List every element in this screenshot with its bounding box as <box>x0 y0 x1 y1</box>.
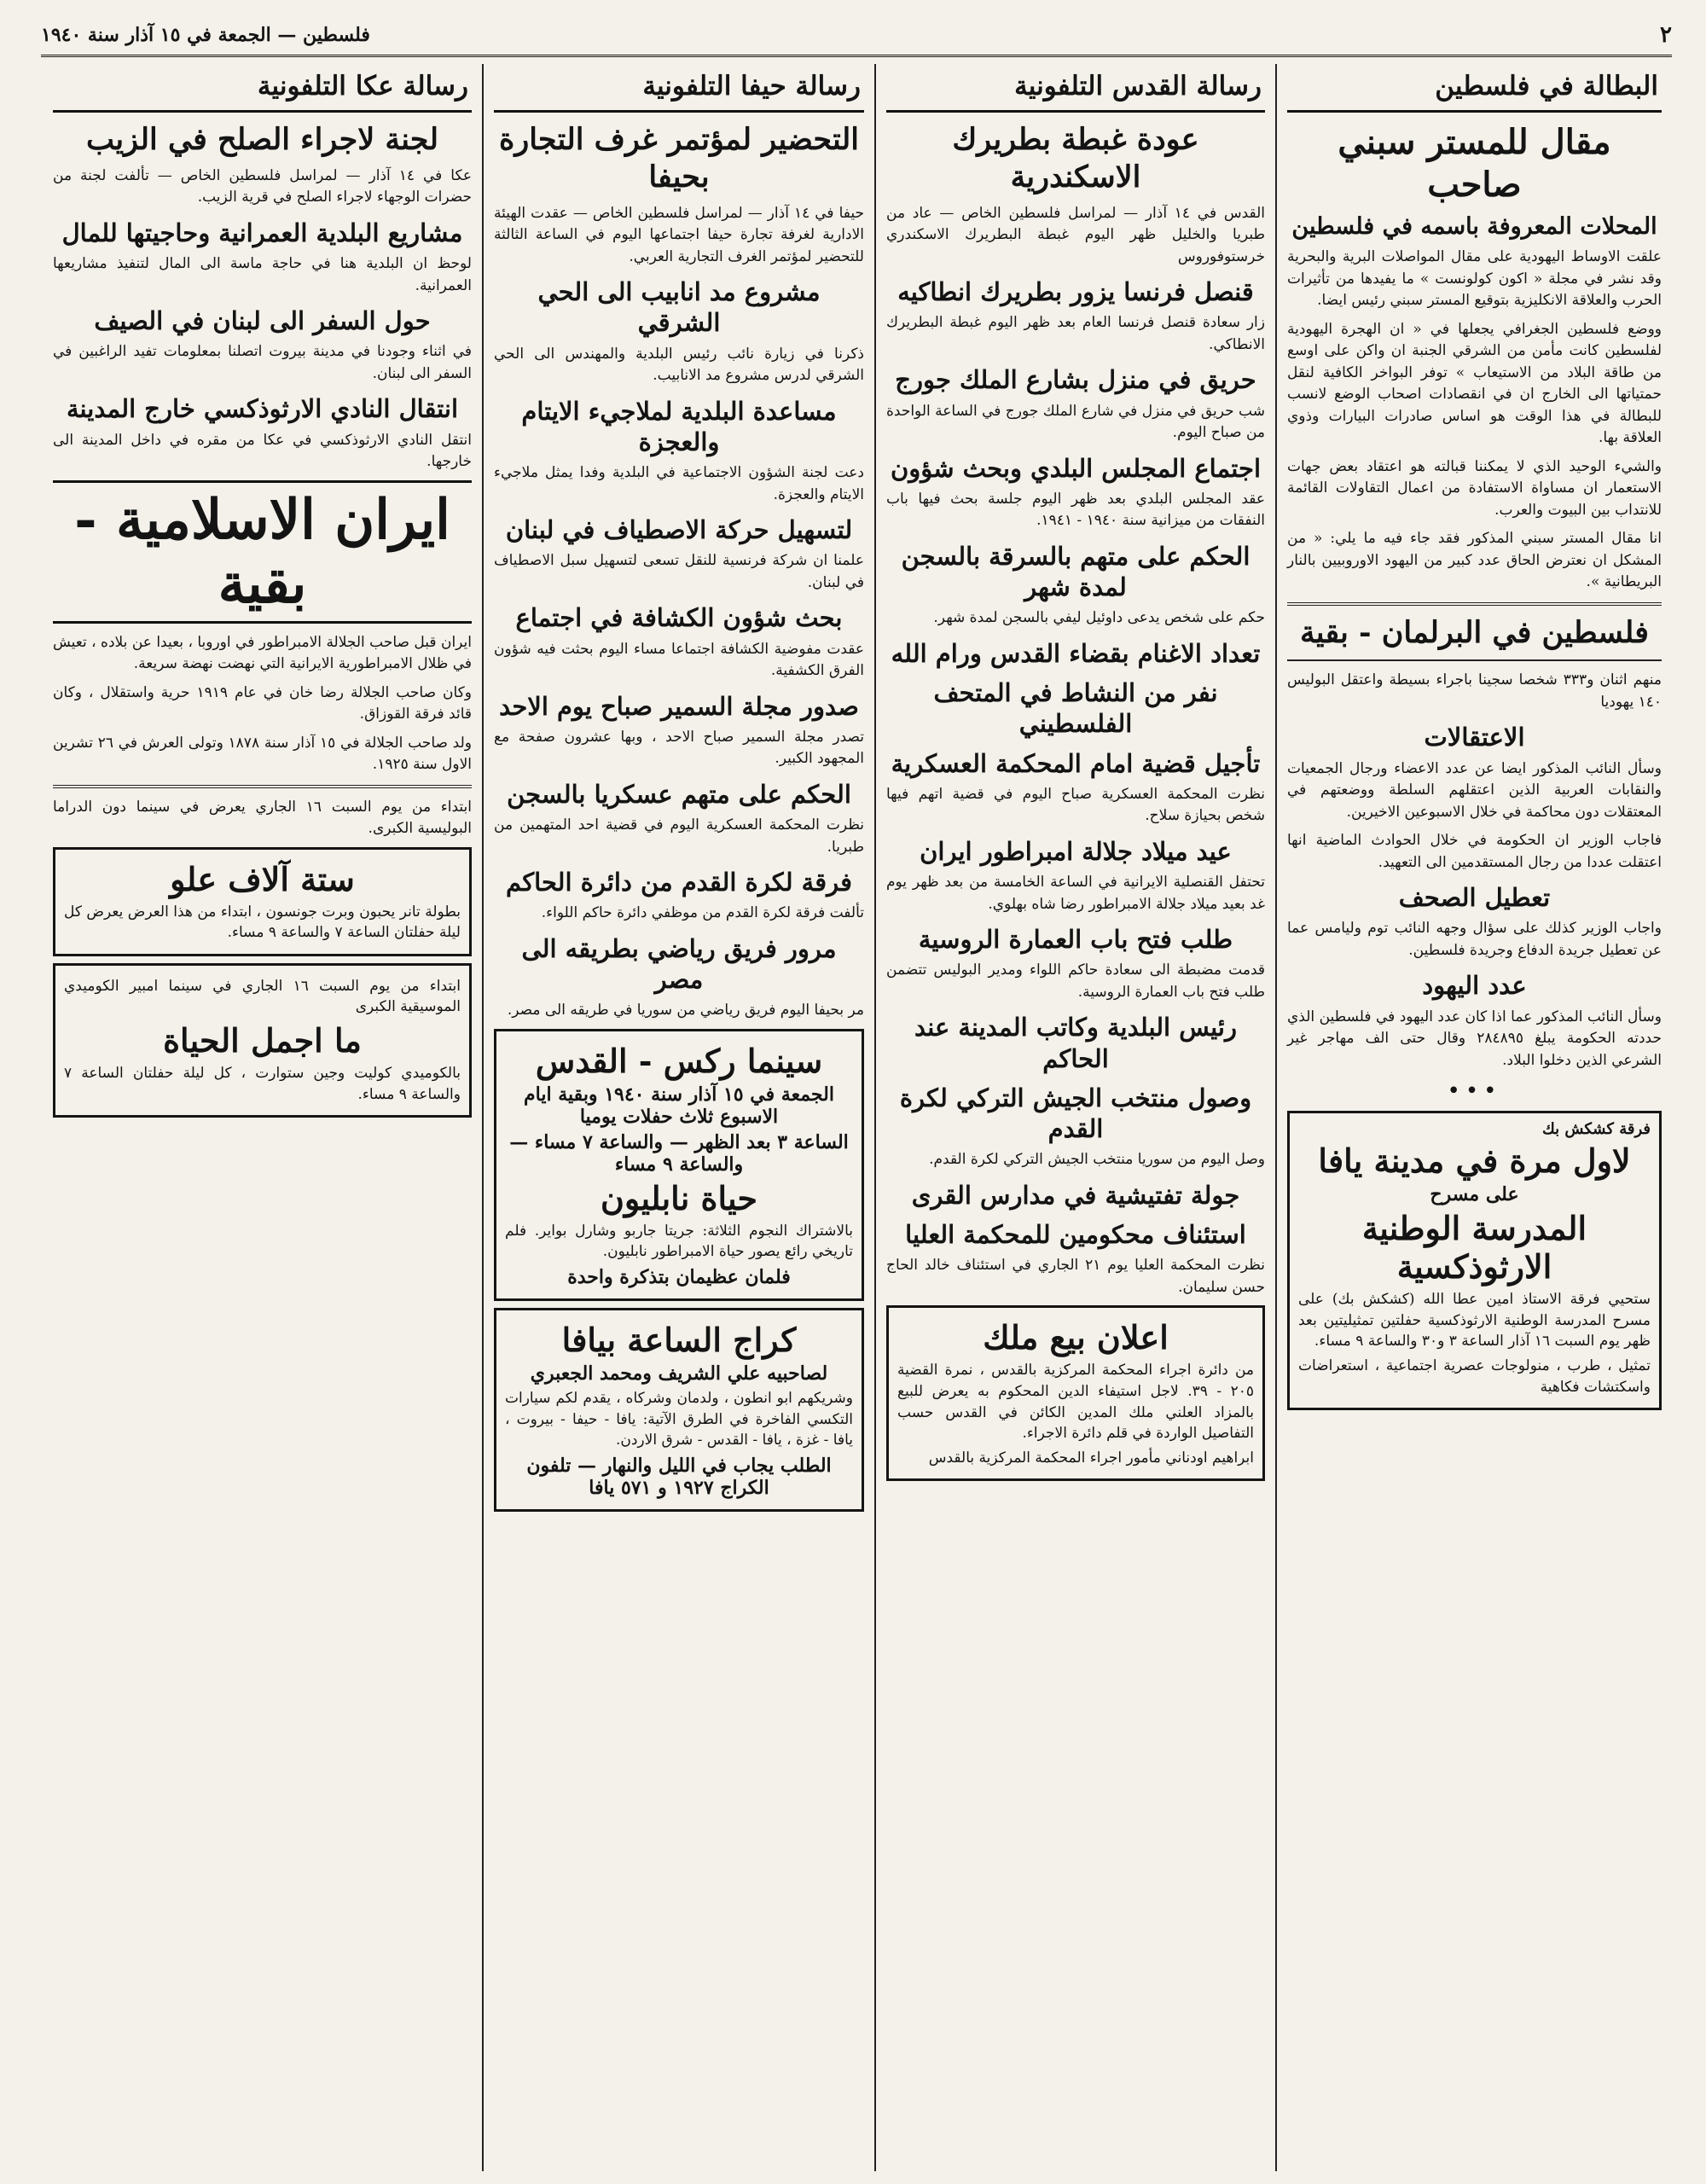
subhead: عدد اليهود <box>1422 971 1527 1001</box>
subhead: الحكم على متهم عسكريا بالسجن <box>507 779 851 809</box>
subhead: حول السفر الى لبنان في الصيف <box>94 306 431 335</box>
article-paragraph: القدس في ١٤ آذار — لمراسل فلسطين الخاص — عاد من طبريا والخليل ظهر اليوم غبطة البطريرك الاسكندري خرستوفوروس <box>886 204 1265 265</box>
article-paragraph: منهم اثنان و٣٣٣ شخصا سجينا باجراء بسيطة واعتقل البوليس ١٤٠ يهوديا <box>1287 671 1662 711</box>
ad-headline: اعلان بيع ملك <box>983 1318 1169 1357</box>
ad-line: على مسرح <box>1430 1183 1519 1205</box>
film-title: ما اجمل الحياة <box>163 1021 362 1060</box>
article-paragraph: نظرت المحكمة العسكرية اليوم في قضية احد المتهمين من طبريا. <box>494 816 864 856</box>
article-paragraph: لوحظ ان البلدية هنا في حاجة ماسة الى المال لتنفيذ مشاريعها العمرانية. <box>53 255 472 294</box>
headline: لجنة لاجراء الصلح في الزيب <box>85 122 439 157</box>
theatre-advertisement <box>1287 1111 1662 1410</box>
subhead: فرقة لكرة القدم من دائرة الحاكم <box>506 868 852 897</box>
ad-dates: الجمعة في ١٥ آذار سنة ١٩٤٠ وبقية ايام الاسبوع ثلاث حفلات يوميا <box>524 1083 834 1128</box>
subhead: رئيس البلدية وكاتب المدينة عند الحاكم <box>914 1013 1237 1073</box>
subhead: مساعدة البلدية لملاجيء الايتام والعجزة <box>521 396 837 456</box>
ad-times: الساعة ٣ بعد الظهر — والساعة ٧ مساء — والساعة ٩ مساء <box>509 1130 849 1176</box>
subhead: عيد ميلاد جلالة امبراطور ايران <box>920 836 1232 866</box>
ad-signature: ابراهيم اودناني مأمور اجراء المحكمة المركزية بالقدس <box>928 1449 1254 1467</box>
article-paragraph: شب حريق في منزل في شارع الملك جورج في الساعة الواحدة من صباح اليوم. <box>886 402 1265 441</box>
article-paragraph: واجاب الوزير كذلك على سؤال وجهه النائب توم وليامس عما عن تعطيل جريدة الدفاع وجريدة فلسطين. <box>1287 920 1662 959</box>
article-paragraph: ابتداء من يوم السبت ١٦ الجاري يعرض في سينما دون الدراما البوليسية الكبرى. <box>53 798 472 837</box>
article-paragraph: عكا في ١٤ آذار — لمراسل فلسطين الخاص — تألفت لجنة من حضرات الوجهاء لاجراء الصلح في قرية الزيب. <box>53 166 472 206</box>
section-title: رسالة عكا التلفونية <box>53 64 472 113</box>
ad-intro: ابتداء من يوم السبت ١٦ الجاري في سينما امبير الكوميدي الموسيقية الكبرى <box>64 977 461 1016</box>
ad-owners: لصاحبيه علي الشريف ومحمد الجعبري <box>530 1362 828 1385</box>
article-paragraph: انا مقال المستر سبني المذكور فقد جاء فيه ما يلي: « من المشكل ان نعترض الحاق عدد كبير من اليهود الاوروبيين بالنار البريطانية ». <box>1287 530 1662 590</box>
article-paragraph: تصدر مجلة السمير صباح الاحد ، وبها عشرون صفحة مع المجهود الكبير. <box>494 728 864 768</box>
cinema-advertisement <box>494 1029 864 1301</box>
film-title: ستة آلاف علو <box>170 859 355 898</box>
article-paragraph: في اثناء وجودنا في مدينة بيروت اتصلنا بمعلومات تفيد الراغبين في السفر الى لبنان. <box>53 343 472 382</box>
section-title: البطالة في فلسطين <box>1287 64 1662 113</box>
ad-headline: كراج الساعة بيافا <box>561 1321 797 1360</box>
article-paragraph: زار سعادة قنصل فرنسا العام بعد ظهر اليوم غبطة البطريرك الانطاكي. <box>886 314 1265 353</box>
subhead: نفر من النشاط في المتحف الفلسطيني <box>933 678 1218 739</box>
subhead: مرور فريق رياضي بطريقه الى مصر <box>521 933 837 994</box>
subhead: وصول منتخب الجيش التركي لكرة القدم <box>899 1083 1252 1143</box>
ad-text: ستحيي فرقة الاستاذ امين عطا الله (كشكش بك) على مسرح المدرسة الوطنية الارثوذكسية حفلتين تمثيليتين بعد ظهر يوم السبت ١٦ آذار الساعة ٣ و٣٠ والساعة ٩ مساء. <box>1298 1291 1651 1350</box>
article-paragraph: وسأل النائب المذكور عما اذا كان عدد اليهود في فلسطين الذي حددته الحكومة يبلغ ٢٨٤٨٩٥ وقال حتى الف مهاجر غير الشرعي الذين دخلوا البلاد. <box>1287 1008 1662 1069</box>
divider <box>1287 602 1662 606</box>
article-paragraph: والشيء الوحيد الذي لا يمكننا قبالته هو اعتقاد بعض جهات الاستعمار ان مساواة الاستفادة من اعمال التقاولات القائمة للانتداب بين البيوت والعرب. <box>1287 457 1662 519</box>
subhead: لتسهيل حركة الاصطياف في لبنان <box>505 515 853 544</box>
ad-text: وشريكهم ابو انطون ، ولدمان وشركاه ، يقدم لكم سيارات التكسي الفاخرة في الطرق الآتية: يافا - حيفا - بيروت ، يافا - غزة ، يافا - القدس - شرق الاردن. <box>505 1390 853 1449</box>
subhead: مشروع مد انابيب الى الحي الشرقي <box>537 277 821 338</box>
subhead: انتقال النادي الارثوذكسي خارج المدينة <box>66 394 459 424</box>
article-paragraph: وكان صاحب الجلالة رضا خان في عام ١٩١٩ حرية واستقلال ، وكان قائد فرقة القوزاق. <box>53 683 472 723</box>
headline: فلسطين في البرلمان - بقية <box>1300 614 1649 650</box>
subhead: صدور مجلة السمير صباح يوم الاحد <box>499 691 859 721</box>
subhead: الحكم على متهم بالسرقة بالسجن لمدة شهر <box>901 541 1250 601</box>
article-paragraph: نظرت المحكمة العسكرية صباح اليوم في قضية اتهم فيها شخص بحيازة سلاح. <box>886 785 1265 825</box>
article-paragraph: نظرت المحكمة العليا يوم ٢١ الجاري في استئناف خالد الحاج حسن سليمان. <box>886 1257 1265 1296</box>
subhead: تأجيل قضية امام المحكمة العسكرية <box>891 748 1261 778</box>
article-paragraph: دعت لجنة الشؤون الاجتماعية في البلدية وفدا يمثل ملاجيء الايتام والعجزة. <box>494 464 864 503</box>
subhead: استئناف محكومين للمحكمة العليا <box>905 1220 1246 1249</box>
subhead: اجتماع المجلس البلدي وبحث شؤون <box>891 453 1261 483</box>
garage-advertisement <box>494 1308 864 1512</box>
column-jerusalem <box>874 64 1275 2171</box>
article-paragraph: ولد صاحب الجلالة في ١٥ آذار سنة ١٨٧٨ وتولى العرش في ٢٦ تشرين الاول سنة ١٩٢٥. <box>53 734 472 773</box>
headline: التحضير لمؤتمر غرف التجارة بحيفا <box>499 122 859 195</box>
article-paragraph: تألفت فرقة لكرة القدم من موظفي دائرة حاكم اللواء. <box>541 904 864 922</box>
subhead: تعطيل الصحف <box>1398 883 1551 912</box>
article-paragraph: قدمت مضبطة الى سعادة حاكم اللواء ومدير البوليس تتضمن طلب فتح باب العمارة الروسية. <box>886 961 1265 1001</box>
columns <box>41 64 1672 2171</box>
ad-text: بالكوميدي كوليت وجين ستوارت ، كل ليلة حفلتان الساعة ٧ والساعة ٩ مساء. <box>64 1065 461 1103</box>
page-folio <box>41 15 1672 57</box>
property-sale-notice <box>886 1305 1265 1481</box>
ad-venue: المدرسة الوطنية الارثوذكسية <box>1361 1209 1587 1286</box>
ad-text: من دائرة اجراء المحكمة المركزية بالقدس ، نمرة القضية ٢٠٥ - ٣٩. لاجل استيفاء الدين المحكوم به يعرض للبيع بالمزاد العلني ملك المدين الكائن في القدس حسب التفاصيل الواردة في قلم دائرة الاجراء. <box>897 1362 1254 1443</box>
film-title: حياة نابليون <box>601 1178 757 1217</box>
mega-headline: ايران الاسلامية - بقية <box>53 480 472 624</box>
subhead: جولة تفتيشية في مدارس القرى <box>911 1180 1240 1210</box>
column-haifa <box>482 64 874 2171</box>
separator-dots: ••• <box>1447 1078 1502 1104</box>
article-paragraph: ووضع فلسطين الجغرافي يجعلها في « ان الهجرة اليهودية لفلسطين كانت مأمن من الشرقي الجنبة ان واكن على اوسع من طاقة البلاد من الاستيعاب » توفر البواخر الكافية لنقل حمتياتها الى الخارج ان في انقصادات اصحاب الوضع لانسب للبطالة في هذا الوقت هو اساس صادرات البيارات وذوي العلاقة بها. <box>1287 320 1662 446</box>
subhead: الاعتقالات <box>1424 723 1525 752</box>
ad-tag: فرقة كشكش بك <box>1541 1120 1651 1138</box>
subhead: طلب فتح باب العمارة الروسية <box>918 925 1233 954</box>
article-paragraph: عقد المجلس البلدي بعد ظهر اليوم جلسة بحث فيها باب النفقات من ميزانية سنة ١٩٤٠ - ١٩٤١. <box>886 490 1265 530</box>
ad-headline: لاول مرة في مدينة يافا <box>1318 1141 1631 1180</box>
divider <box>1287 659 1662 661</box>
section-title: رسالة القدس التلفونية <box>886 64 1265 113</box>
subhead: بحث شؤون الكشافة في اجتماع <box>515 603 843 633</box>
column-unemployment <box>1275 64 1672 2171</box>
article-paragraph: ذكرنا في زيارة نائب رئيس البلدية والمهندس الى الحي الشرقي لدرس مشروع مد الانابيب. <box>494 345 864 384</box>
article-paragraph: علقت الاوساط اليهودية على مقال المواصلات البرية والبحرية وقد نشر في مجلة « اكون كولونست » ما يفيدها من تأثيرات الحرب والعلاقة الانكليزية بتوقيع المستر سبني رئيس ايضا. <box>1287 248 1662 309</box>
article-paragraph: حكم على شخص يدعى داوئيل ليفي بالسجن لمدة شهر. <box>933 609 1265 627</box>
ad-headline: سينما ركس - القدس <box>535 1041 823 1080</box>
article-paragraph: انتقل النادي الارثوذكسي في عكا من مقره في داخل المدينة الى خارجها. <box>53 431 472 470</box>
article-paragraph: ايران قبل صاحب الجلالة الامبراطور في اوروبا ، بعيدا عن بلاده ، تعيش في ظلال الامبراطورية الايرانية التي نهضت نهضة سريعة. <box>53 633 472 672</box>
section-title: رسالة حيفا التلفونية <box>494 64 864 113</box>
article-paragraph: مر بحيفا اليوم فريق رياضي من سوريا في طريقه الى مصر. <box>507 1002 864 1019</box>
column-acre <box>43 64 482 2171</box>
ad-text: بطولة تانر يحبون وبرت جونسون ، ابتداء من هذا العرض يعرض كل ليلة حفلتان الساعة ٧ والساعة ٩ مساء. <box>64 903 461 942</box>
ad-phone: الطلب يجاب في الليل والنهار — تلفون الكراج ١٩٢٧ و ٥٧١ يافا <box>526 1454 832 1499</box>
article-paragraph: حيفا في ١٤ آذار — لمراسل فلسطين الخاص — عقدت الهيئة الادارية لغرفة تجارة حيفا اجتماعها اليوم في الساعة الثالثة للتحضير لمؤتمر الغرف التجارية العربي. <box>494 204 864 265</box>
subhead: مشاريع البلدية العمرانية وحاجيتها للمال <box>61 218 463 247</box>
subhead: تعداد الاغنام بقضاء القدس ورام الله <box>891 638 1261 668</box>
article-paragraph: تحتفل القنصلية الايرانية في الساعة الخامسة من بعد ظهر يوم غد بعيد ميلاد جلالة الامبراطور رضا شاه بهلوي. <box>886 874 1265 913</box>
article-paragraph: فاجاب الوزير ان الحكومة في خلال الحوادث الماضية انها اعتقلت عددا من رجال المستقدمين الى التعهيد. <box>1287 832 1662 871</box>
article-paragraph: وصل اليوم من سوريا منتخب الجيش التركي لكرة القدم. <box>929 1151 1265 1169</box>
subhead: قنصل فرنسا يزور بطريرك انطاكيه <box>897 277 1254 306</box>
subheadline: المحلات المعروفة باسمه في فلسطين <box>1291 213 1657 240</box>
ad-footer: فلمان عظيمان بتذكرة واحدة <box>567 1266 791 1289</box>
article-paragraph: وسأل النائب المذكور ايضا عن عدد الاعضاء ورجال الجمعيات والنقابات العربية الذين اعتقلهم السلطة ووضعتهم في المعتقلات دون محاكمة في خلال الاسبوعين الاخيرين. <box>1287 759 1662 821</box>
ad-text: بالاشتراك النجوم الثلاثة: جريتا جاربو وشارل بواير. فلم تاريخي رائع يصور حياة الامبراطور نابليون. <box>505 1222 853 1261</box>
ad-footer: تمثيل ، طرب ، منولوجات عصرية اجتماعية ، استعراضات واسكتشات فكاهية <box>1298 1356 1651 1396</box>
article-paragraph: عقدت مفوضية الكشافة اجتماعا مساء اليوم بحثت فيه شؤون الفرق الكشفية. <box>494 640 864 679</box>
film-advertisement <box>53 847 472 956</box>
headline: عودة غبطة بطريرك الاسكندرية <box>952 122 1199 195</box>
dateline: فلسطين — الجمعة في ١٥ آذار سنة ١٩٤٠ <box>41 24 370 46</box>
subhead: حريق في منزل بشارع الملك جورج <box>895 365 1256 395</box>
film-advertisement <box>53 963 472 1118</box>
headline: مقال للمستر سبني صاحب <box>1338 122 1611 205</box>
divider <box>53 785 472 788</box>
article-paragraph: علمنا ان شركة فرنسية للنقل تسعى لتسهيل سبل الاصطياف في لبنان. <box>494 552 864 591</box>
page-number: ٢ <box>1660 22 1672 48</box>
